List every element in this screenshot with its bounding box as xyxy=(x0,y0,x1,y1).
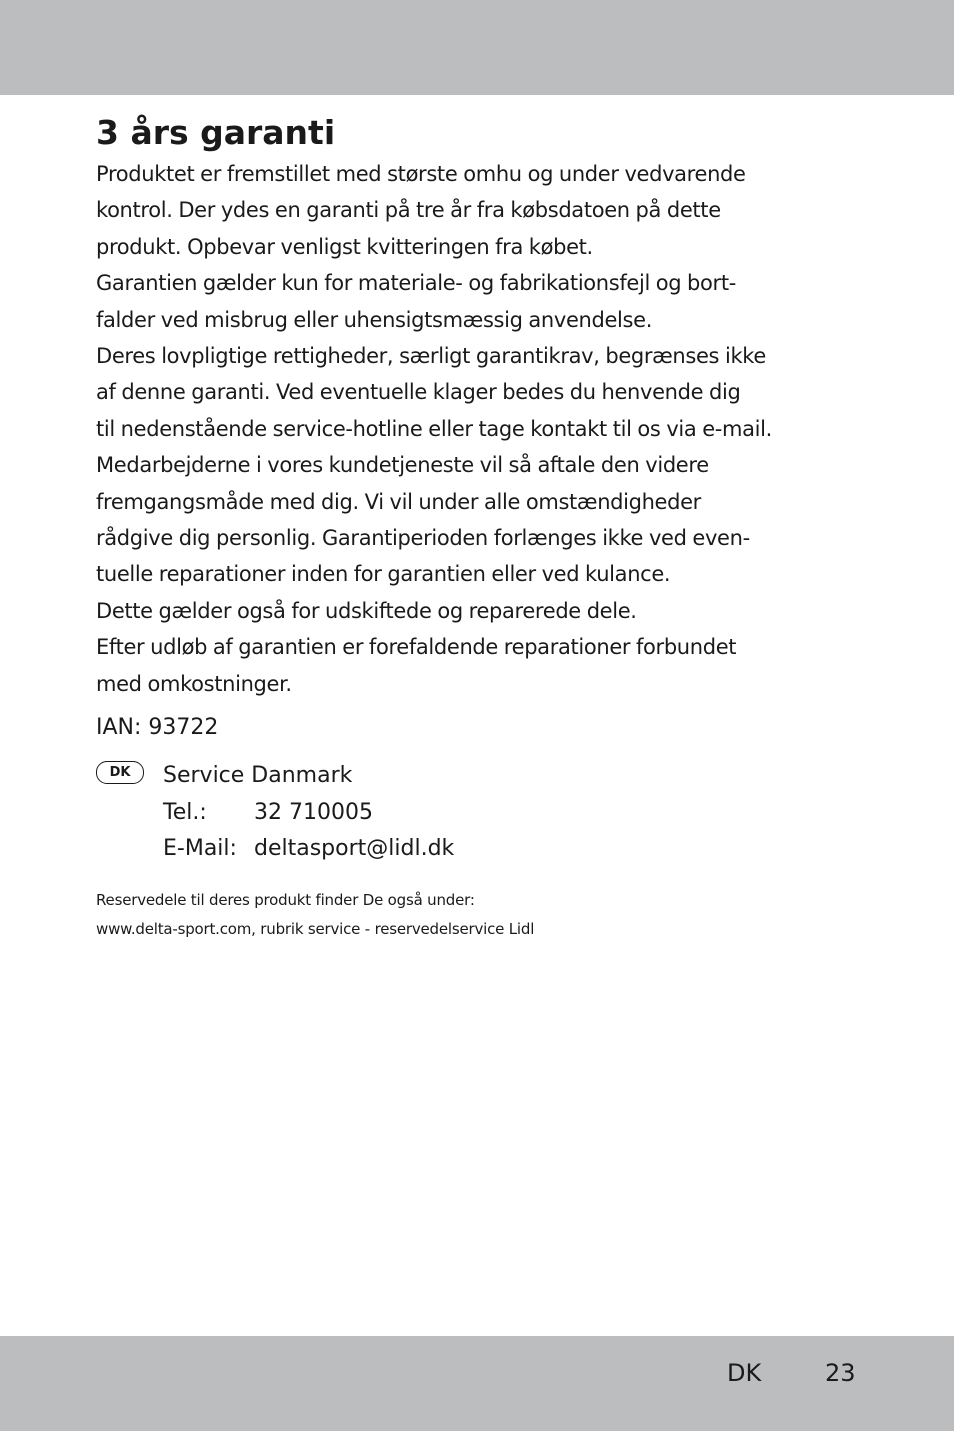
text-line: af denne garanti. Ved eventuelle klager bedes du henvende dig xyxy=(96,380,741,405)
text-line: rådgive dig personlig. Garantiperioden forlænges ikke ved even- xyxy=(96,526,750,551)
warranty-text xyxy=(96,156,876,702)
warranty-section xyxy=(96,110,876,944)
text-line: Deres lovpligtige rettigheder, særligt garantikrav, begrænses ikke xyxy=(96,344,766,369)
service-name: Service Danmark xyxy=(163,763,353,789)
text-line: Medarbejderne i vores kundetjeneste vil så aftale den videre xyxy=(96,453,709,478)
text-line: falder ved misbrug eller uhensigtsmæssig anvendelse. xyxy=(96,307,653,332)
text-line: Garantien gælder kun for materiale- og fabrikationsfejl og bort- xyxy=(96,271,736,296)
email-row xyxy=(163,831,454,868)
email-label: E-Mail: xyxy=(163,836,237,862)
footer-language: DK xyxy=(727,1359,762,1387)
phone-label: Tel.: xyxy=(163,799,207,825)
text-line: produkt. Opbevar venligst kvitteringen fra købet. xyxy=(96,234,593,259)
spare-parts-line: Reservedele til deres produkt finder De også under: xyxy=(96,891,475,910)
email-address: deltasport@lidl.dk xyxy=(254,836,455,862)
page-number: 23 xyxy=(825,1359,856,1387)
text-line: tuelle reparationer inden for garantien eller ved kulance. xyxy=(96,562,671,587)
text-line: Dette gælder også for udskiftede og reparerede dele. xyxy=(96,598,637,623)
service-contact xyxy=(96,758,876,868)
text-line: fremgangsmåde med dig. Vi vil under alle omstændigheder xyxy=(96,489,701,514)
spare-parts-note xyxy=(96,886,876,944)
text-line: Efter udløb af garantien er forefaldende reparationer forbundet xyxy=(96,635,737,660)
page-title: 3 års garanti xyxy=(96,113,336,152)
spare-parts-url: www.delta-sport.com, rubrik service - reservedelservice Lidl xyxy=(96,920,535,939)
ian-number: IAN: 93722 xyxy=(96,715,219,741)
country-badge-icon: DK xyxy=(96,761,144,784)
service-details xyxy=(163,758,454,868)
phone-number: 32 710005 xyxy=(254,799,373,825)
text-line: kontrol. Der ydes en garanti på tre år fra købsdatoen på dette xyxy=(96,198,721,223)
phone-row xyxy=(163,795,454,832)
text-line: Produktet er fremstillet med største omhu og under vedvarende xyxy=(96,162,746,186)
text-line: med omkostninger. xyxy=(96,671,292,696)
header-band xyxy=(0,0,954,95)
text-line: til nedenstående service-hotline eller tage kontakt til os via e-mail. xyxy=(96,416,772,441)
footer-band xyxy=(0,1336,954,1431)
